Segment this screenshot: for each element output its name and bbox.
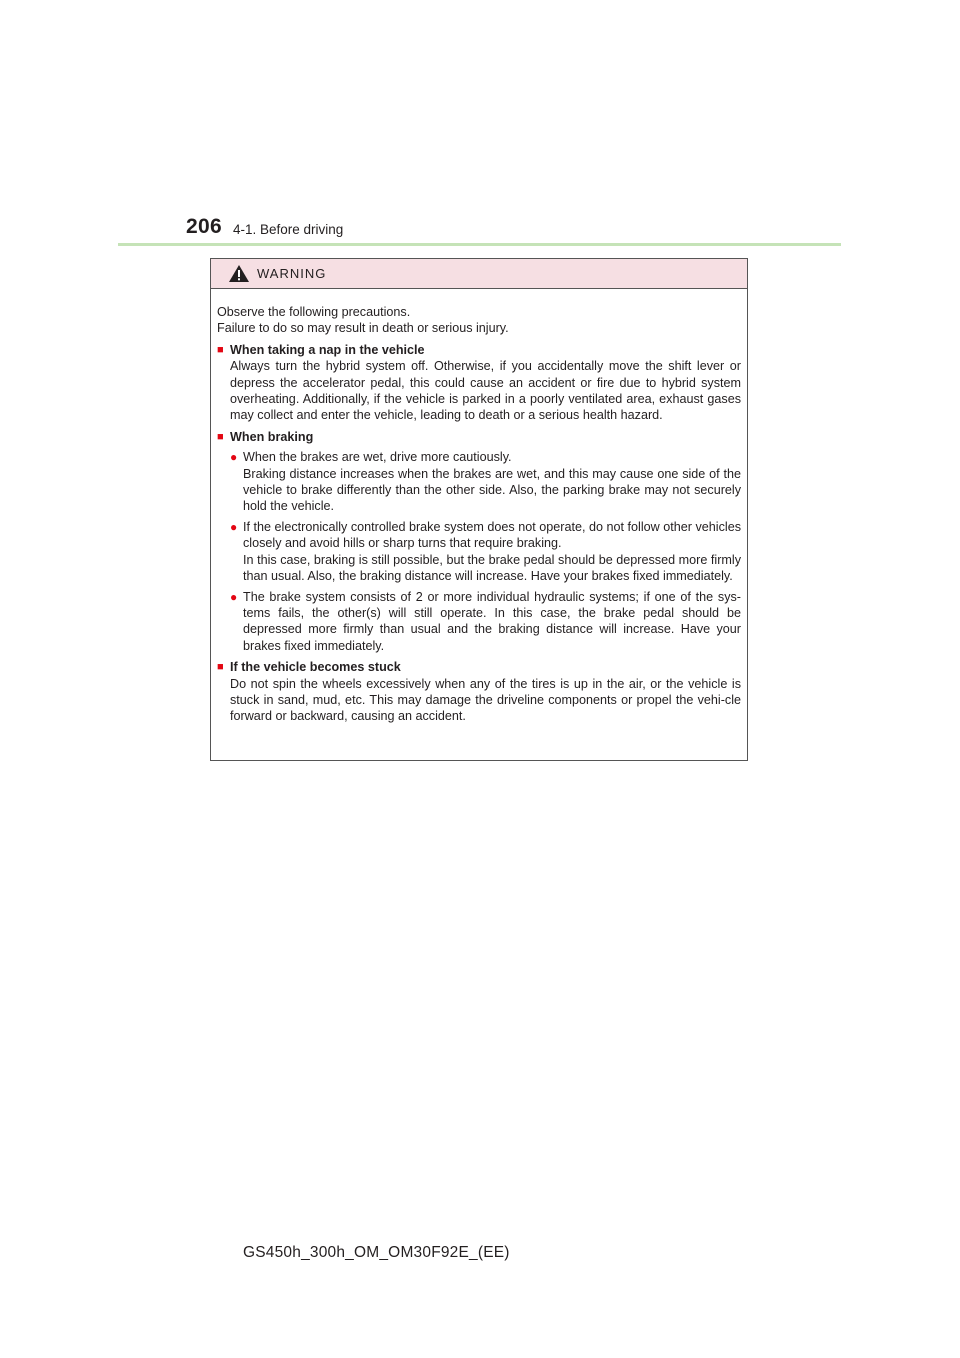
bullet-line: If the electronically controlled brake system does not operate, do not follow other vehicles closely and avoid hills or sharp turns that require braking. xyxy=(243,519,741,551)
warning-triangle-icon xyxy=(228,264,250,283)
red-square-icon: ■ xyxy=(217,661,224,674)
section-title: 4-1. Before driving xyxy=(233,222,344,237)
header-rule xyxy=(118,243,841,246)
warning-body xyxy=(211,289,747,725)
subsection-braking xyxy=(217,429,741,654)
subsection-heading xyxy=(217,342,741,358)
document-code: GS450h_300h_OM_OM30F92E_(EE) xyxy=(243,1244,510,1261)
bullet-line: When the brakes are wet, drive more cautiously. xyxy=(243,450,512,465)
subsection-heading-text: If the vehicle becomes stuck xyxy=(230,660,401,675)
bullet-item xyxy=(217,589,741,655)
intro-line: Failure to do so may result in death or serious injury. xyxy=(217,321,509,336)
warning-box xyxy=(210,258,748,761)
red-dot-icon: ● xyxy=(230,519,238,534)
subsection-heading-text: When taking a nap in the vehicle xyxy=(230,342,425,357)
warning-header xyxy=(211,259,747,289)
subsection-heading-text: When braking xyxy=(230,429,314,444)
bullet-item xyxy=(217,519,741,585)
bullet-line: Braking distance increases when the brakes are wet, and this may cause one side of the vehicle to brake differently than the other side. Also, the parking brake may not securely hold the vehicle. xyxy=(243,466,741,514)
subsection-text: Do not spin the wheels excessively when any of the tires is up in the air, or the vehicle is stuck in sand, mud, etc. This may damage the driveline components or propel the vehi-cle forward or backward, causing an accident. xyxy=(230,676,741,724)
subsection-nap xyxy=(217,342,741,424)
bullet-item xyxy=(217,449,741,515)
red-dot-icon: ● xyxy=(230,450,238,465)
page-number: 206 xyxy=(186,215,222,238)
bullet-line: The brake system consists of 2 or more individual hydraulic systems; if one of the sys-tems fails, the other(s) will still operate. In this case, the brake pedal should be depressed more firmly than usual and the braking distance will increase. Have your brakes fixed immediately. xyxy=(243,589,741,653)
red-square-icon: ■ xyxy=(217,343,224,356)
warning-title: WARNING xyxy=(257,266,327,281)
subsection-text: Always turn the hybrid system off. Otherwise, if you accidentally move the shift lever or depress the accelerator pedal, this could cause an accident or fire due to hybrid system overheating. Additionally, if the vehicle is parked in a poorly ventilated area, exhaust gases may collect and enter the vehicle, leading to death or a serious health hazard. xyxy=(230,359,741,423)
intro-line: Observe the following precautions. xyxy=(217,305,411,319)
red-dot-icon: ● xyxy=(230,589,238,604)
subsection-heading xyxy=(217,429,741,445)
subsection-stuck xyxy=(217,659,741,725)
bullet-line: In this case, braking is still possible, but the brake pedal should be depressed more firmly than usual. Also, the braking distance will increase. Have your brakes fixed immediately. xyxy=(243,552,741,584)
red-square-icon: ■ xyxy=(217,430,224,443)
subsection-heading xyxy=(217,659,741,675)
